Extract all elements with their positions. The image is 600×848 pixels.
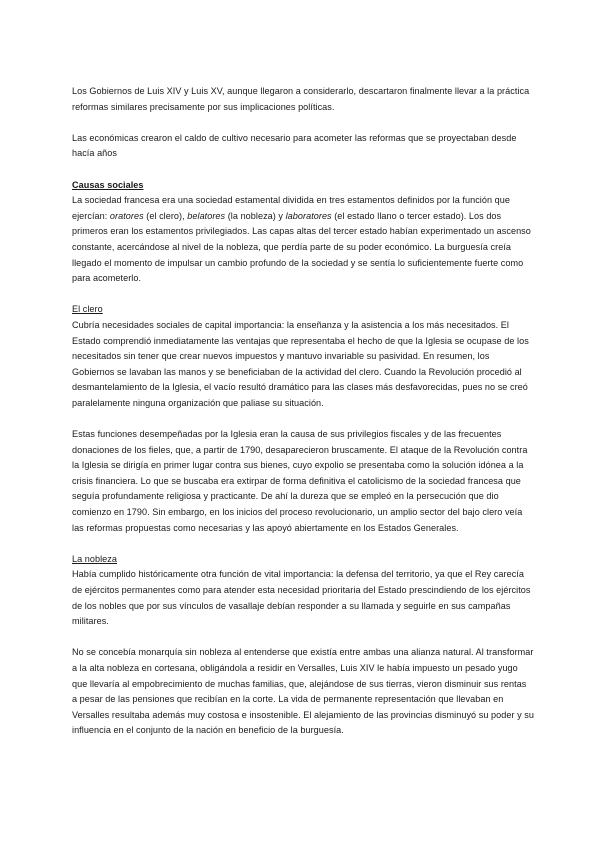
causas-text-c: (la nobleza) y	[225, 210, 286, 221]
section-heading-causas-sociales: Causas sociales	[72, 179, 144, 190]
intro-paragraph-1: Los Gobiernos de Luis XIV y Luis XV, aunque llegaron a considerarlo, descartaron finalmente llevar a la práctica reformas similares precisamente por sus implicaciones políticas.	[72, 86, 530, 112]
intro-paragraph-2: Las económicas crearon el caldo de cultivo necesario para acometer las reformas que se proyectaban desde hacía años	[72, 132, 517, 159]
causas-text-b: (el clero),	[143, 210, 188, 221]
el-clero-paragraph-2: Estas funciones desempeñadas por la Iglesia eran la causa de sus privilegios fiscales y de las frecuentes donaciones de los fieles, que, a partir de 1790, desaparecieron bruscamente. El ataque de la Revolución contra la Iglesia se dirigía en primer lugar contra sus bienes, cuyo expolio se presentaba como la solución idónea a la crisis financiera. Lo que se buscaba era extirpar de forma definitiva el catolicismo de la sociedad francesa que seguía profundamente religiosa y practicante. De ahí la dureza que se empleó en la persecución que dio comienzo en 1790. Sin embargo, en los inicios del proceso revolucionario, un amplio sector del bajo clero veía las reformas propuestas como necesarias y las apoyó abiertamente en los Estados Generales.	[72, 429, 528, 533]
term-laboratores: laboratores	[285, 210, 332, 221]
la-nobleza-paragraph-1: Había cumplido históricamente otra función de vital importancia: la defensa del territorio, ya que el Rey carecía de ejércitos permanentes como para atender esta necesidad prioritaria del Estado prescindiendo de los ejércitos de los nobles que por sus vínculos de vasallaje debían responder a su llamada y seguirle en sus campañas militares.	[72, 569, 531, 627]
section-el-clero	[72, 302, 534, 536]
la-nobleza-paragraph-2: No se concebía monarquía sin nobleza al entenderse que existía entre ambas una alianza natural. Al transformar a la alta nobleza en cortesana, obligándola a residir en Versalles, Luis XIV le había impuesto un pesado yugo que llevaría al empobrecimiento de muchas familias, que, alejándose de sus tierras, vieron disminuir sus rentas a pesar de las pensiones que recibían en la corte. La vida de permanente representación que llevaban en Versalles resultaba además muy costosa e insostenible. El alejamiento de las provincias disminuyó su poder y su influencia en el conjunto de la nación en beneficio de la burguesía.	[72, 647, 534, 736]
section-la-nobleza	[72, 552, 534, 739]
causas-text-d: (el estado llano o tercer estado). Los dos primeros eran los estamentos privilegiados. Las capas altas del tercer estado habían experimentado un ascenso constante, acercándose al nivel de la nobleza, que perdía parte de su poder económico. La burguesía creía llegado el momento de impulsar un cambio profundo de la sociedad y se sentía lo suficientemente fuerte como para acometerlo.	[72, 210, 531, 284]
causas-sociales-paragraph	[72, 193, 534, 287]
term-belatores: belatores	[187, 210, 226, 221]
section-heading-la-nobleza: La nobleza	[72, 553, 117, 564]
section-heading-el-clero: El clero	[72, 304, 103, 315]
document-page	[72, 84, 534, 755]
term-oratores: oratores	[109, 210, 144, 221]
causas-text-a: La sociedad francesa era una sociedad estamental dividida en tres estamentos definidos por la función que ejercían:	[72, 195, 510, 221]
el-clero-paragraph-1: Cubría necesidades sociales de capital importancia: la enseñanza y la asistencia a los más necesitados. El Estado comprendió inmediatamente las ventajas que representaba el hecho de que la Iglesia se ocupase de los necesitados sin tener que crear nuevos impuestos y mantuvo invariable su pasividad. En resumen, los Gobiernos se lavaban las manos y se beneficiaban de la actividad del clero. Cuando la Revolución procedió al desmantelamiento de la Iglesia, el vacío resultó dramático para las clases más desfavorecidas, pues no se creó paralelamente ninguna organización que paliase su situación.	[72, 319, 529, 408]
section-causas-sociales	[72, 178, 534, 287]
